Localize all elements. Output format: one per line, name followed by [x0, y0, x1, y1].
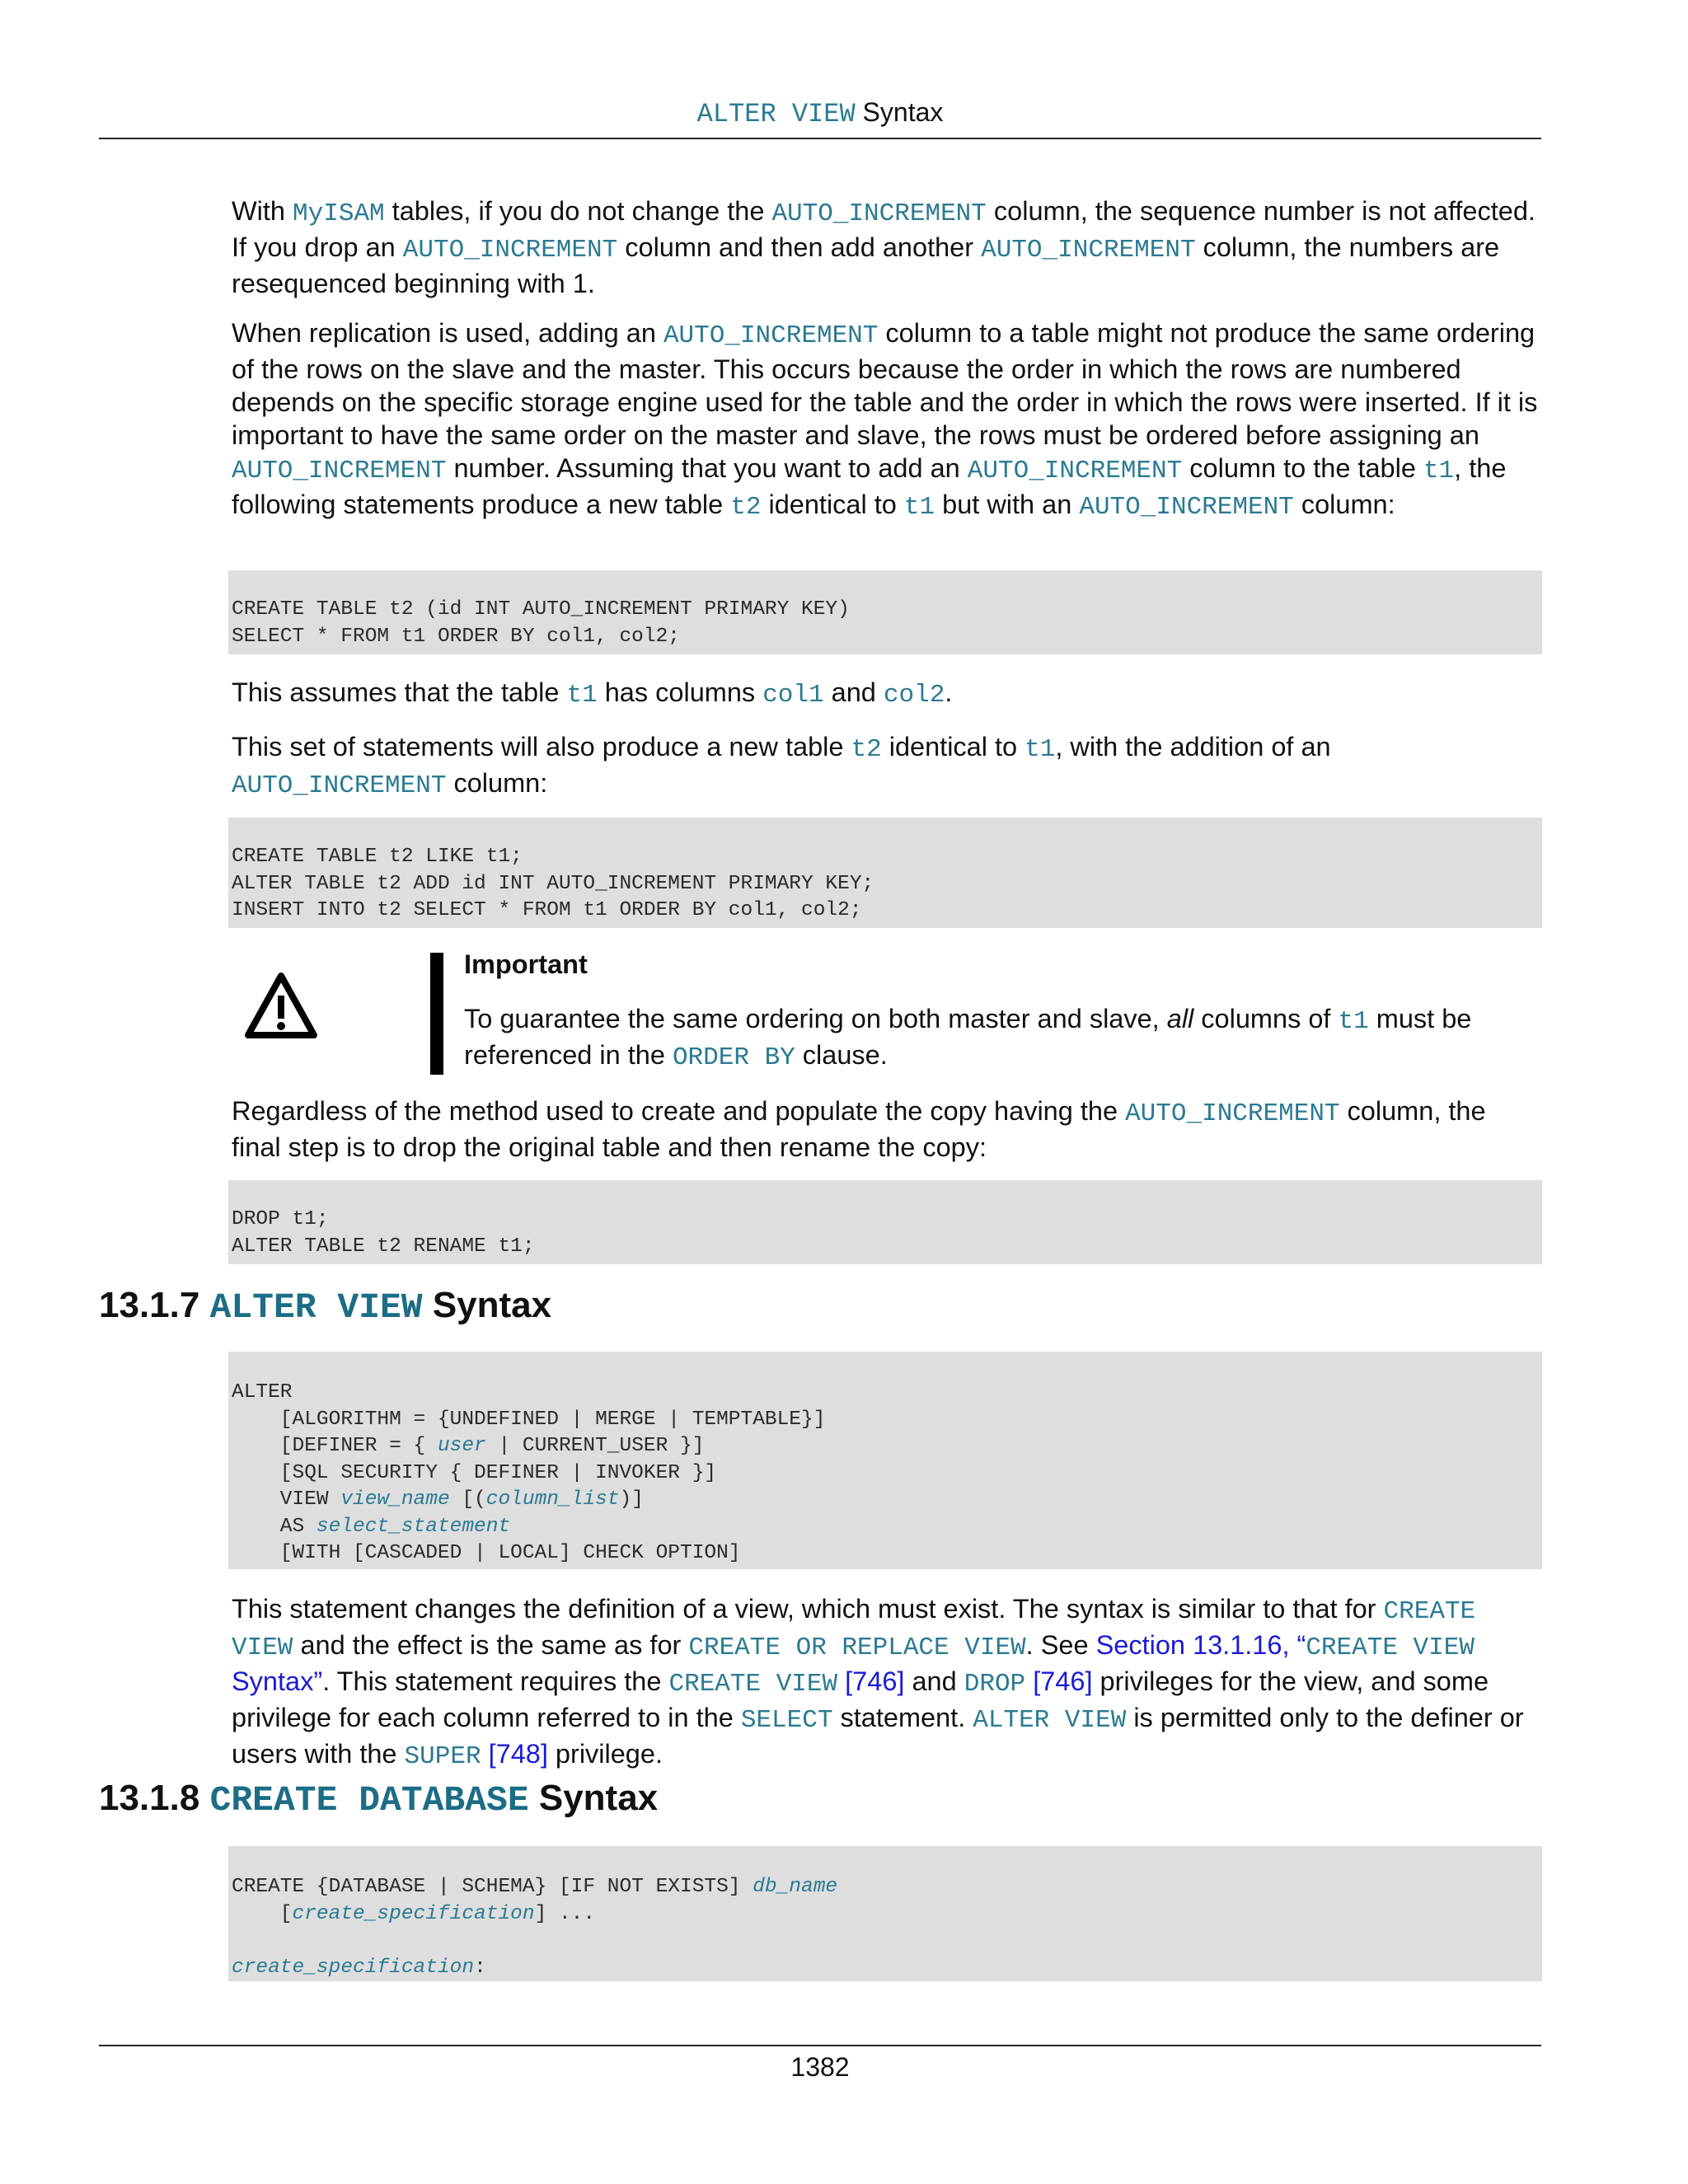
header-rule: [99, 138, 1541, 139]
code-block-alter-view-syntax: ALTER [ALGORITHM = {UNDEFINED | MERGE | TEMPTABLE}] [DEFINER = { user | CURRENT_USER }] [SQL SECURITY { DEFINER | INVOKER }] VIEW view_name [(column_list)] AS select_statement [WITH [CASCADED | LOCAL] CHECK OPTION]: [228, 1352, 1542, 1569]
paragraph-statement-set: This set of statements will also produce a new table t2 identical to t1, with the addition of an AUTO_INCREMENT column:: [232, 732, 1331, 800]
link-super-privilege[interactable]: SUPER: [404, 1742, 481, 1771]
link-ref-748[interactable]: [748]: [481, 1739, 548, 1769]
footer-rule: [99, 2045, 1541, 2046]
section-heading-create-database: 13.1.8 CREATE DATABASE Syntax: [99, 1778, 659, 1821]
link-ref-746-b[interactable]: [746]: [1025, 1666, 1093, 1696]
code-block-create-database-syntax: CREATE {DATABASE | SCHEMA} [IF NOT EXISTS] db_name [create_specification] ... create_specification:: [228, 1846, 1542, 1981]
running-header: [0, 97, 1640, 129]
admonition-bar: [430, 953, 443, 1075]
paragraph-assumes-columns: This assumes that the table t1 has columns col1 and col2.: [232, 677, 953, 710]
code-block-drop-rename: DROP t1; ALTER TABLE t2 RENAME t1;: [228, 1180, 1542, 1264]
admonition-title: Important: [464, 949, 588, 979]
link-drop-privilege[interactable]: DROP: [964, 1670, 1026, 1699]
paragraph-replication: When replication is used, adding an AUTO_INCREMENT column to a table might not produce the same ordering of the rows on the slave and the master. This occurs because the order in which the rows are numbered depends on the specific storage engine used for the table and the order in which the rows were inserted. If it is important to have the same order on the master and slave, the rows must be ordered before assigning an AUTO_INCREMENT number. Assuming that you want to add an AUTO_INCREMENT column to the table t1, the following statements produce a new table t2 identical to t1 but with an AUTO_INCREMENT column:: [232, 318, 1538, 522]
admonition-body: To guarantee the same ordering on both master and slave, all columns of t1 must be referenced in the ORDER BY clause.: [464, 1004, 1472, 1072]
paragraph-final-step: Regardless of the method used to create and populate the copy having the AUTO_INCREMENT column, the final step is to drop the original table and then rename the copy:: [232, 1096, 1486, 1162]
section-heading-alter-view: 13.1.7 ALTER VIEW Syntax: [99, 1285, 552, 1328]
link-ref-746-a[interactable]: [746]: [837, 1666, 905, 1696]
running-header-code: ALTER VIEW: [696, 99, 856, 129]
important-admonition: [232, 948, 1550, 1080]
paragraph-alter-view-description: This statement changes the definition of a view, which must exist. The syntax is similar to that for CREATE VIEW and the effect is the same as for CREATE OR REPLACE VIEW. See Section 13.1.16, “CREATE VIEW Syntax”. This statement requires the CREATE VIEW [746] and DROP [746] privileges for the view, and some privilege for each column referred to in the SELECT statement. ALTER VIEW is permitted only to the definer or users with the SUPER [748] privilege.: [232, 1594, 1524, 1771]
code-block-create-like: CREATE TABLE t2 LIKE t1; ALTER TABLE t2 ADD id INT AUTO_INCREMENT PRIMARY KEY; INSERT INTO t2 SELECT * FROM t1 ORDER BY col1, col2;: [228, 818, 1542, 928]
code-block-create-select: CREATE TABLE t2 (id INT AUTO_INCREMENT PRIMARY KEY) SELECT * FROM t1 ORDER BY col1, col2;: [228, 570, 1542, 654]
paragraph-myisam: With MyISAM tables, if you do not change the AUTO_INCREMENT column, the sequence number is not affected. If you drop an AUTO_INCREMENT column and then add another AUTO_INCREMENT column, the numbers are resequenced beginning with 1.: [232, 196, 1536, 298]
page-number: 1382: [790, 2052, 850, 2082]
link-create-view-section[interactable]: Section 13.1.16, “CREATE VIEW Syntax”: [232, 1630, 1475, 1696]
link-create-view-privilege[interactable]: CREATE VIEW: [668, 1670, 838, 1699]
warning-triangle-icon: [243, 971, 319, 1040]
running-header-text: Syntax: [855, 97, 944, 127]
